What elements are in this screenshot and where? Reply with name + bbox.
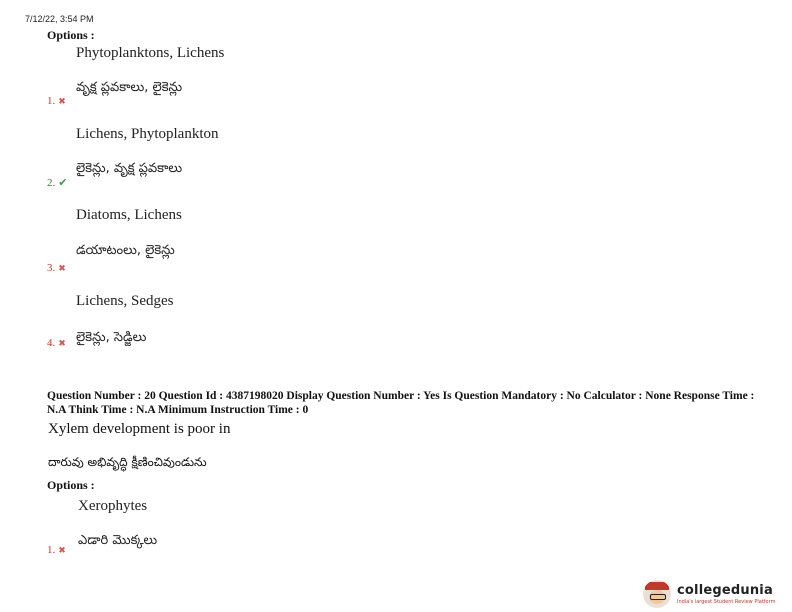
q20-option-1-marker bbox=[47, 544, 66, 556]
option-2-english: Lichens, Phytoplankton bbox=[76, 126, 219, 142]
option-4-english: Lichens, Sedges bbox=[76, 293, 174, 309]
option-3-telugu: డయాటంలు, లైకెన్లు bbox=[76, 243, 175, 258]
cross-icon: ✖ bbox=[58, 263, 66, 273]
option-3-marker bbox=[47, 262, 66, 274]
collegedunia-logo bbox=[643, 580, 775, 608]
question-text-english: Xylem development is poor in bbox=[48, 421, 231, 437]
timestamp: 7/12/22, 3:54 PM bbox=[25, 14, 94, 24]
question-text-telugu: దారువు అభివృద్ధి క్షీణించివుండును bbox=[48, 455, 207, 469]
cross-icon: ✖ bbox=[58, 338, 66, 348]
option-4-telugu: లైకెన్లు, సెడ్జిలు bbox=[76, 330, 147, 345]
question-meta: Question Number : 20 Question Id : 4387198020 Display Question Number : Yes Is Question Mandatory : No Calculator : None Response Time : N.A Think Time : N.A Minimum Instruction Time : 0 bbox=[47, 390, 755, 416]
option-3-english: Diatoms, Lichens bbox=[76, 207, 182, 223]
logo-name: collegedunia bbox=[677, 583, 773, 598]
option-number: 4. bbox=[47, 337, 56, 349]
cross-icon: ✖ bbox=[58, 96, 66, 106]
student-mascot-icon bbox=[643, 580, 671, 608]
option-number: 1. bbox=[47, 544, 56, 556]
option-1-telugu: వృక్ష ప్లవకాలు, లైకెన్లు bbox=[76, 80, 183, 95]
logo-tagline: India's largest Student Review Platform bbox=[677, 599, 776, 605]
q20-option-1-telugu: ఎడారి మొక్కలు bbox=[78, 533, 158, 548]
option-1-marker bbox=[47, 95, 66, 107]
cross-icon: ✖ bbox=[58, 545, 66, 555]
options-label: Options : bbox=[47, 28, 95, 42]
option-1-english: Phytoplanktons, Lichens bbox=[76, 45, 225, 61]
option-number: 1. bbox=[47, 95, 56, 107]
options-label: Options : bbox=[47, 478, 95, 492]
option-number: 2. bbox=[47, 177, 56, 189]
option-4-marker bbox=[47, 337, 66, 349]
option-2-marker bbox=[47, 176, 67, 189]
option-number: 3. bbox=[47, 262, 56, 274]
check-icon: ✔ bbox=[58, 177, 68, 189]
option-2-telugu: లైకెన్లు, వృక్ష ప్లవకాలు bbox=[76, 161, 183, 176]
q20-option-1-english: Xerophytes bbox=[78, 498, 148, 514]
